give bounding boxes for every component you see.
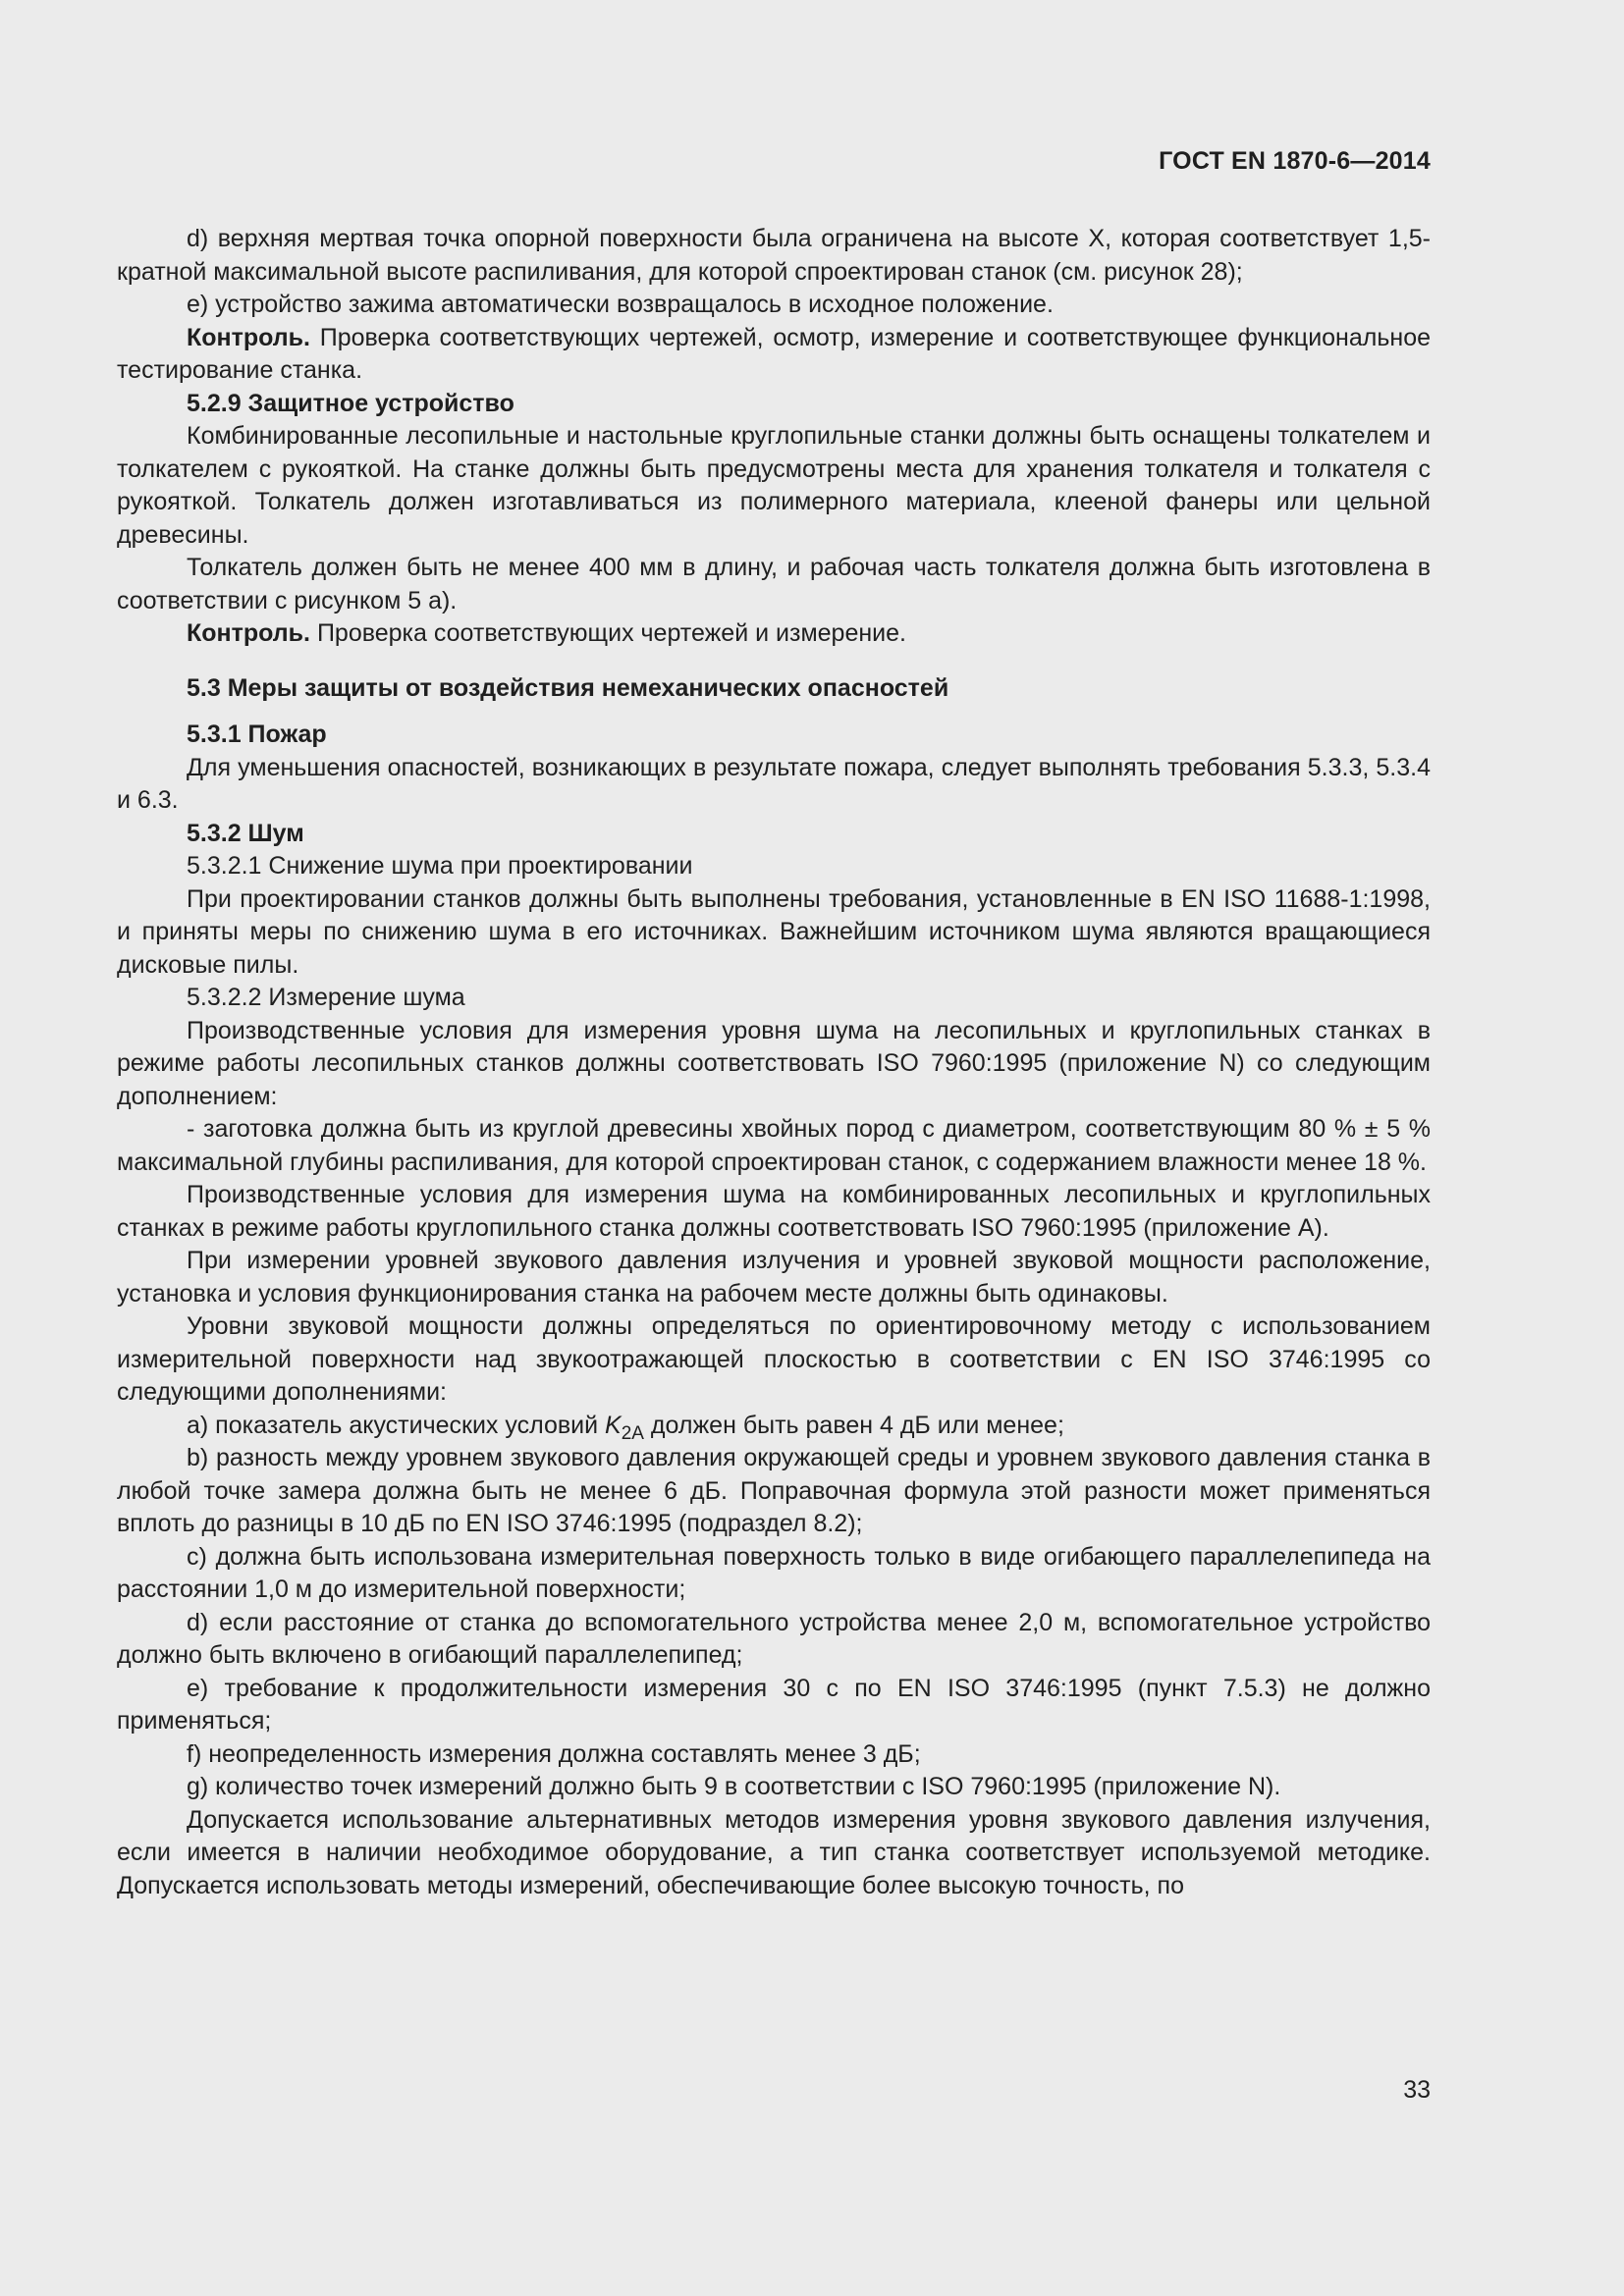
- paragraph: Для уменьшения опасностей, возникающих в результате пожара, следует выполнять требования 5.3.3, 5.3.4 и 6.3.: [117, 753, 1431, 814]
- list-item: - заготовка должна быть из круглой древесины хвойных пород с диаметром, соответствующим 80 % ± 5 % максимальной глубины распиливания, для которой спроектирован станок, с содержанием влажности менее 18 %.: [117, 1115, 1431, 1176]
- section-heading: 5.2.9 Защитное устройство: [187, 389, 514, 417]
- page-number: 33: [1403, 2076, 1431, 2104]
- paragraph: Толкатель должен быть не менее 400 мм в длину, и рабочая часть толкателя должна быть изготовлена в соответствии с рисунком 5 а).: [117, 554, 1431, 614]
- control-text: Проверка соответствующих чертежей и измерение.: [310, 619, 906, 647]
- paragraph: d) верхняя мертвая точка опорной поверхности была ограничена на высоте Х, которая соответствует 1,5-кратной максимальной высоте распиливания, для которой спроектирован станок (см. рисунок 28);: [117, 225, 1431, 286]
- list-item: е) требование к продолжительности измерения 30 с по EN ISO 3746:1995 (пункт 7.5.3) не должно применяться;: [117, 1674, 1431, 1735]
- subsection-heading: 5.3.2.1 Снижение шума при проектировании: [187, 852, 693, 880]
- paragraph: Производственные условия для измерения шума на комбинированных лесопильных и круглопильных станках в режиме работы круглопильного станка должны соответствовать ISO 7960:1995 (приложение А).: [117, 1181, 1431, 1242]
- paragraph: Уровни звуковой мощности должны определяться по ориентировочному методу с использованием измерительной поверхности над звукоотражающей плоскостью в соответствии с EN ISO 3746:1995 со следующими дополнениями:: [117, 1312, 1431, 1406]
- paragraph: Производственные условия для измерения уровня шума на лесопильных и круглопильных станках в режиме работы лесопильных станков должны соответствовать ISO 7960:1995 (приложение N) со следующим дополнением:: [117, 1016, 1431, 1110]
- list-item: с) должна быть использована измерительная поверхность только в виде огибающего параллелепипеда на расстоянии 1,0 м до измерительной поверхности;: [117, 1542, 1431, 1603]
- control-text: Проверка соответствующих чертежей, осмотр, измерение и соответствующее функциональное тестирование станка.: [117, 323, 1431, 384]
- paragraph: [117, 617, 1431, 651]
- paragraph: Допускается использование альтернативных методов измерения уровня звукового давления излучения, если имеется в наличии необходимое оборудование, а тип станка соответствует используемой методике. Допускается использовать методы измерений, обеспечивающие более высокую точность, по: [117, 1805, 1431, 1899]
- control-label: Контроль.: [187, 619, 310, 647]
- list-item: f) неопределенность измерения должна составлять менее 3 дБ;: [187, 1739, 921, 1768]
- paragraph: При проектировании станков должны быть выполнены требования, установленные в EN ISO 11688-1:1998, и приняты меры по снижению шума в его источниках. Важнейшим источником шума являются вращающиеся дисковые пилы.: [117, 884, 1431, 979]
- list-item: а) показатель акустических условий $K_{2A}$ должен быть равен 4 дБ или менее;: [187, 1411, 1064, 1444]
- list-item: g) количество точек измерений должно быть 9 в соответствии с ISO 7960:1995 (приложение N).: [187, 1773, 1281, 1800]
- paragraph: [117, 322, 1431, 388]
- document-body: [117, 223, 1431, 1902]
- list-item: b) разность между уровнем звукового давления окружающей среды и уровнем звукового давления станка в любой точке замера должна быть не менее 6 дБ. Поправочная формула этой разности может применяться вплоть до разницы в 10 дБ по EN ISO 3746:1995 (подраздел 8.2);: [117, 1444, 1431, 1537]
- control-label: Контроль.: [187, 323, 310, 351]
- paragraph: Комбинированные лесопильные и настольные круглопильные станки должны быть оснащены толкателем и толкателем с рукояткой. На станке должны быть предусмотрены места для хранения толкателя и толкателя с рукояткой. Толкатель должен изготавливаться из полимерного материала, клееной фанеры или цельной древесины.: [117, 422, 1431, 549]
- paragraph: е) устройство зажима автоматически возвращалось в исходное положение.: [187, 291, 1054, 318]
- section-heading: 5.3 Меры защиты от воздействия немеханических опасностей: [187, 673, 949, 702]
- subsection-heading: 5.3.2.2 Измерение шума: [187, 984, 465, 1011]
- document-id-header: ГОСТ EN 1870-6—2014: [1159, 147, 1431, 175]
- paragraph: При измерении уровней звукового давления излучения и уровней звуковой мощности расположение, установка и условия функционирования станка на рабочем месте должны быть одинаковы.: [117, 1247, 1431, 1308]
- section-heading: 5.3.1 Пожар: [187, 721, 327, 748]
- list-item: d) если расстояние от станка до вспомогательного устройства менее 2,0 м, вспомогательное устройство должно быть включено в огибающий параллелепипед;: [117, 1608, 1431, 1669]
- section-heading: 5.3.2 Шум: [187, 819, 304, 847]
